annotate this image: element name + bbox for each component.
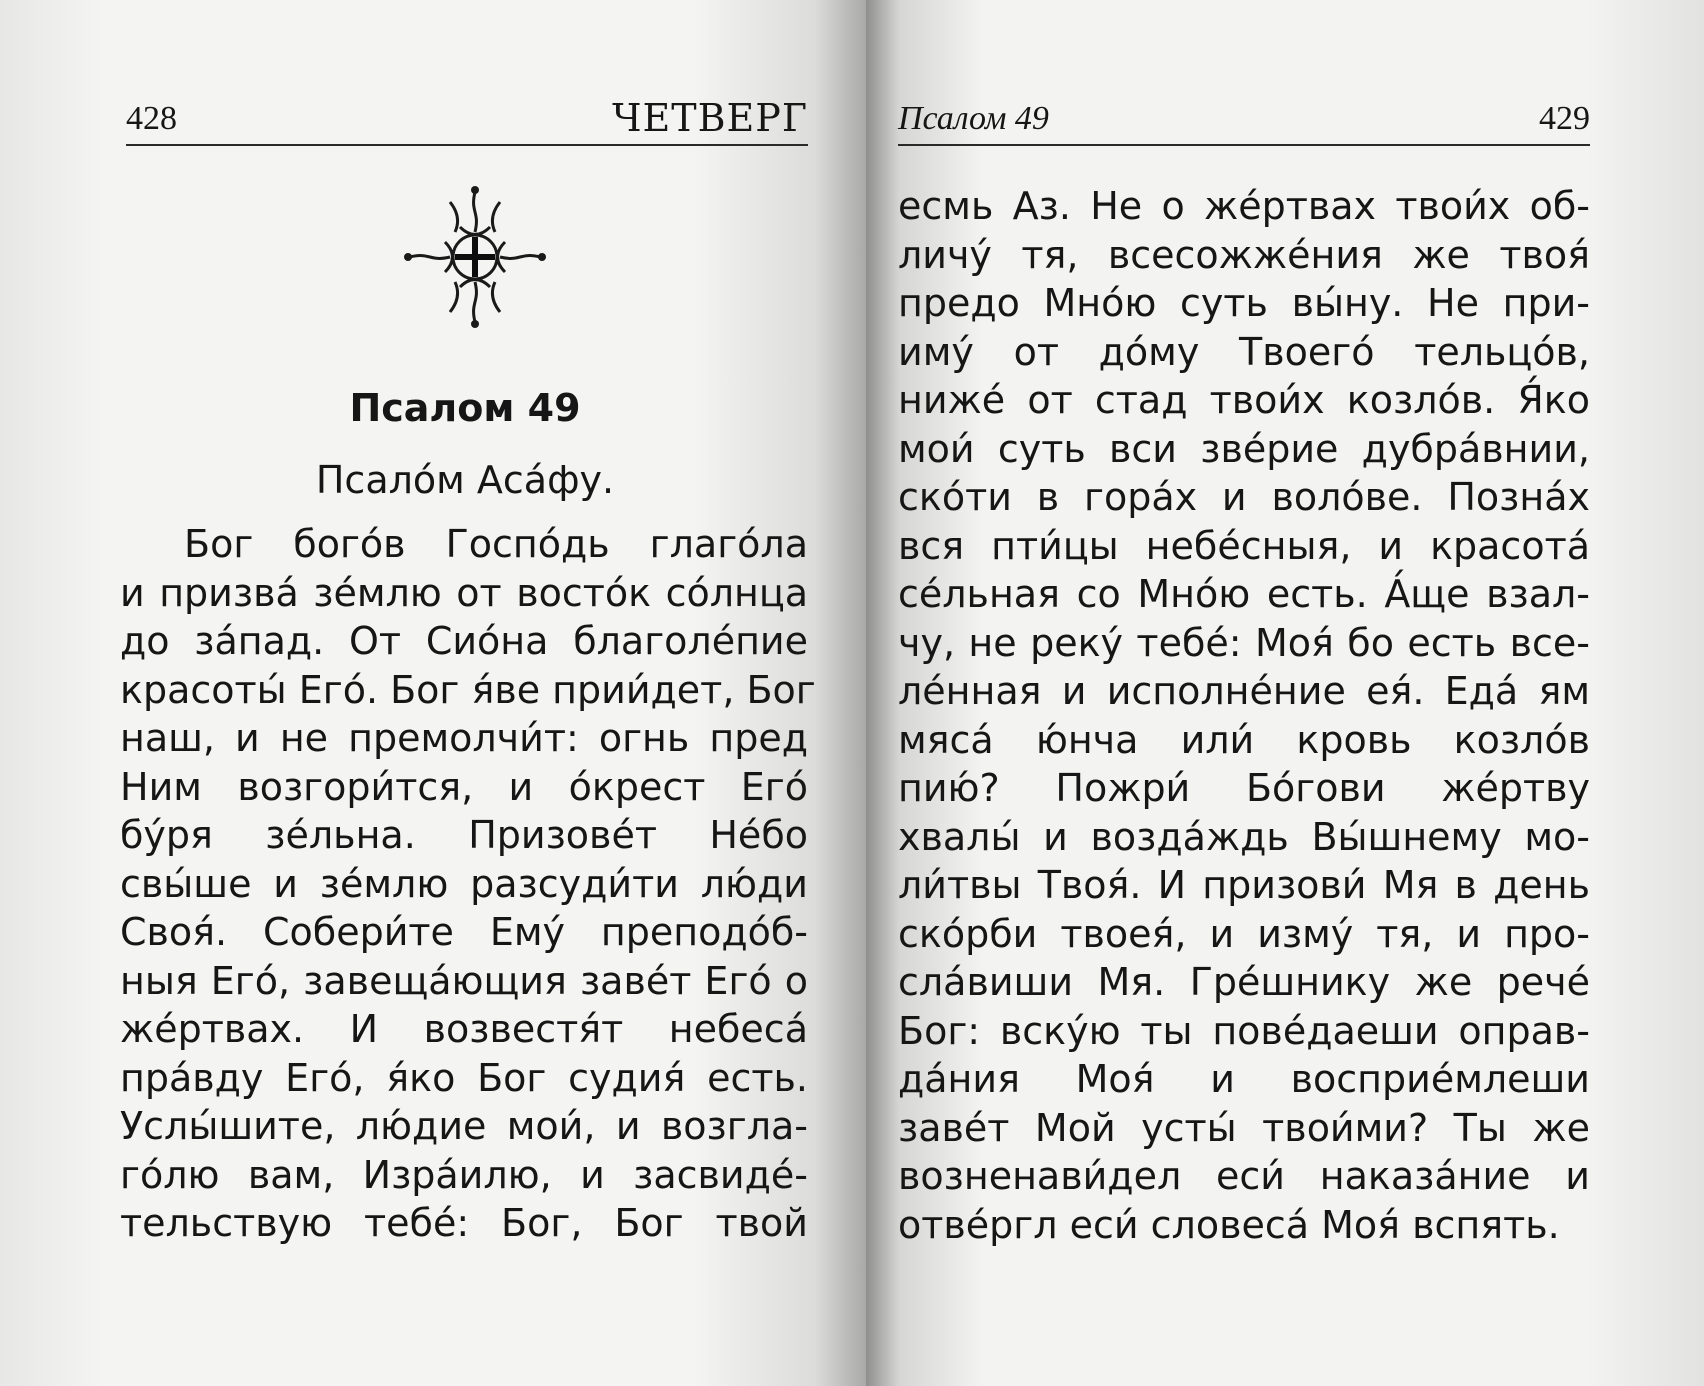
text-line: возненави́дел еси́ наказа́ние и — [898, 1154, 1590, 1198]
psalm-subtitle: Псало́м Аса́фу. — [315, 458, 615, 502]
text-line: Бог бого́в Госпо́дь глаго́ла — [184, 522, 808, 566]
text-line: предо Мно́ю суть вы́ну. Не при- — [898, 281, 1590, 325]
text-line: Ним возгори́тся, и о́крест Его́ — [120, 764, 808, 809]
text-line: чу, не реку́ тебе́: Моя́ бо есть все- — [898, 620, 1590, 665]
text-line: Услы́шите, лю́дие мои́, и возгла- — [120, 1104, 808, 1148]
left-page-header — [126, 96, 808, 146]
text-line: личу́ тя, всесожже́ния же твоя́ — [898, 232, 1590, 277]
text-line: сла́виши Мя. Гре́шнику же рече́ — [898, 960, 1590, 1004]
page-number: 428 — [126, 100, 177, 137]
text-line: да́ния Моя́ и восприе́млеши — [898, 1057, 1590, 1101]
page-number: 429 — [1539, 100, 1590, 137]
right-text-block — [898, 182, 1590, 1249]
text-line: наш, и не премолчи́т: огнь пред — [120, 716, 808, 760]
left-text-block — [120, 520, 816, 1248]
text-line: ле́нная и исполне́ние ея́. Еда́ ям — [898, 669, 1590, 713]
running-head: ЧЕТВЕРГ — [612, 96, 808, 140]
right-page — [866, 0, 1704, 1386]
text-line: до за́пад. От Сио́на благоле́пие — [120, 619, 808, 663]
text-line: отве́ргл еси́ словеса́ Моя́ вспять. — [898, 1202, 1560, 1247]
text-line: хвалы́ и возда́ждь Вы́шнему мо- — [898, 814, 1590, 859]
text-line: се́льная со Мно́ю есть. А́ще взал- — [898, 572, 1590, 616]
text-line: красоты́ Его́. Бог я́ве прии́дет, Бог — [120, 667, 816, 712]
text-line: вся пти́цы небе́сныя, и красота́ — [898, 523, 1590, 568]
text-line: есмь Аз. Не о же́ртвах твои́х об- — [898, 184, 1590, 228]
text-line: ли́твы Твоя́. И призови́ Мя в день — [898, 863, 1590, 907]
running-head: Псалом 49 — [898, 100, 1049, 137]
text-line: заве́т Мой усты́ твои́ми? Ты же — [898, 1105, 1590, 1150]
text-line: ниже́ от стад твои́х козло́в. Я́ко — [898, 378, 1590, 422]
text-line: го́лю вам, Изра́илю, и засвиде́- — [120, 1152, 808, 1197]
text-line: свы́ше и зе́млю разсуди́ти лю́ди — [120, 861, 808, 906]
text-line: иму́ от до́му Твоего́ тельцо́в, — [898, 329, 1590, 374]
text-line: же́ртвах. И возвестя́т небеса́ — [120, 1007, 808, 1051]
psalm-title: Псалом 49 — [349, 386, 581, 430]
text-line: пию́? Пожри́ Бо́гови же́ртву — [898, 766, 1590, 810]
text-line: мои́ суть вси зве́рие дубра́внии, — [898, 426, 1590, 471]
text-line: Своя́. Собери́те Ему́ преподо́б- — [120, 910, 808, 954]
text-line: ныя Его́, завеща́ющия заве́т Его́ о — [120, 958, 808, 1003]
text-line: ско́ти в гора́х и воло́ве. Позна́х — [898, 475, 1590, 519]
text-line: ско́рби твоея́, и изму́ тя, и про- — [898, 911, 1590, 956]
right-page-header — [898, 96, 1590, 146]
text-line: Бог: вску́ю ты пове́даеши оправ- — [898, 1008, 1590, 1053]
text-line: тельствую тебе́: Бог, Бог твой — [120, 1201, 808, 1245]
text-line: мяса́ ю́нча или́ кровь козло́в — [898, 717, 1590, 762]
text-line: пра́вду Его́, я́ко Бог судия́ есть. — [120, 1055, 808, 1100]
cross-ornament-icon — [400, 182, 550, 332]
text-line: бу́ря зе́льна. Призове́т Не́бо — [120, 813, 808, 857]
text-line: и призва́ зе́млю от восто́к со́лнца — [120, 570, 808, 615]
